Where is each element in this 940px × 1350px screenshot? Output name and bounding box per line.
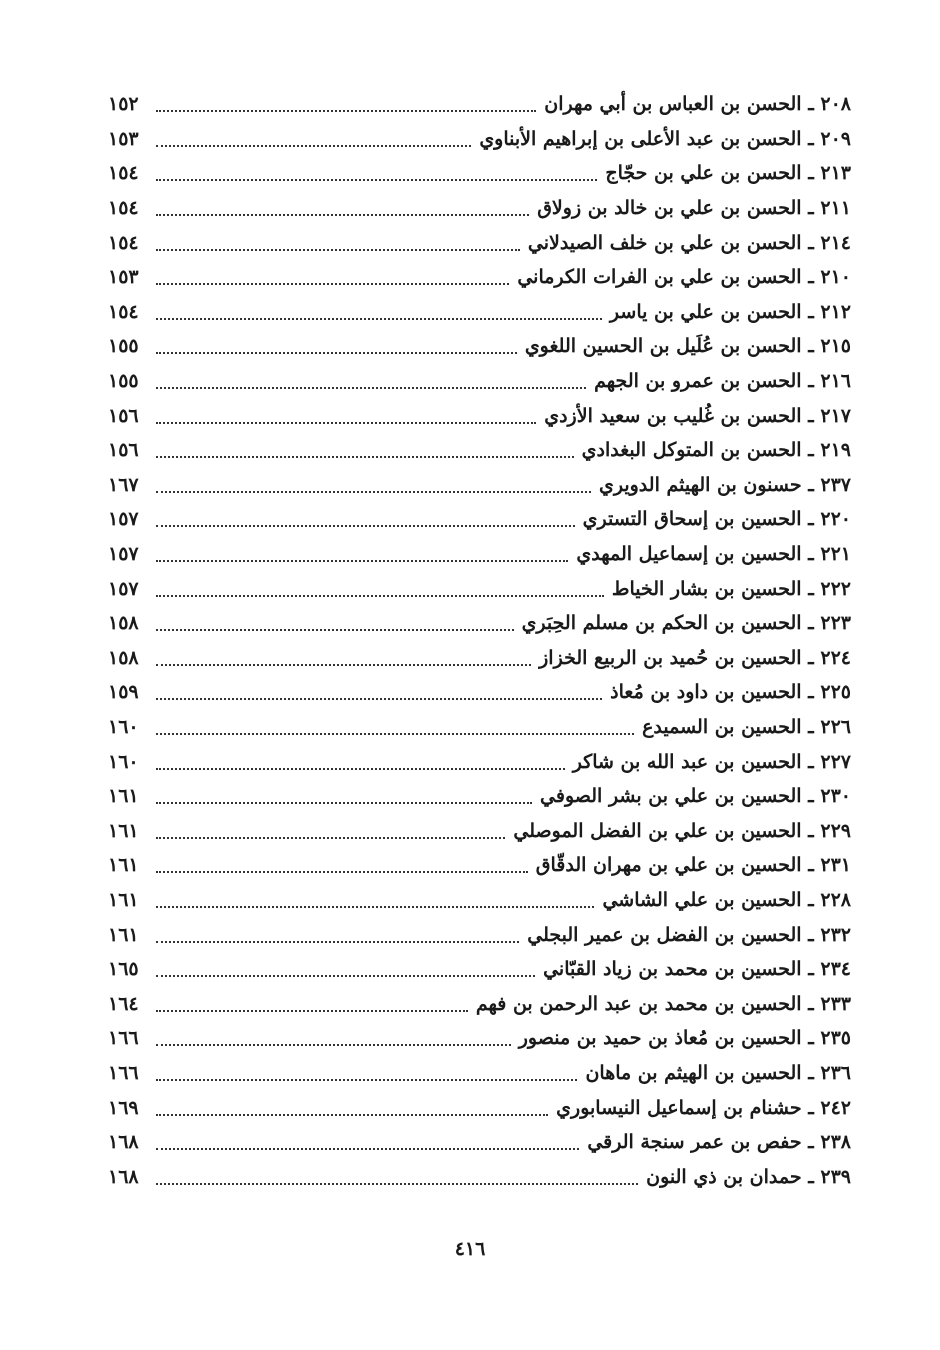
toc-page-number: ١٥٤ bbox=[108, 300, 139, 323]
toc-row bbox=[108, 917, 851, 952]
table-of-contents bbox=[108, 87, 851, 1194]
toc-entry-title: ٢٣٠ ـ الحسين بن علي بن بشر الصوفي bbox=[540, 785, 851, 808]
toc-entry-title: ٢٣٤ ـ الحسين بن محمد بن زياد القبّاني bbox=[543, 958, 851, 981]
toc-row bbox=[108, 260, 851, 295]
toc-page-number: ١٥٩ bbox=[108, 681, 139, 704]
toc-entry-title: ٢٣٦ ـ الحسين بن الهيثم بن ماهان bbox=[585, 1061, 851, 1084]
toc-entry-title: ٢٢٧ ـ الحسين بن عبد الله بن شاكر bbox=[572, 750, 851, 773]
dot-leader bbox=[156, 837, 505, 839]
dot-leader bbox=[156, 145, 471, 147]
toc-entry-title: ٢٣٨ ـ حفص بن عمر سنجة الرقي bbox=[587, 1131, 851, 1154]
dot-leader bbox=[156, 698, 602, 700]
dot-leader bbox=[156, 352, 517, 354]
toc-page-number: ١٥٧ bbox=[108, 577, 139, 600]
dot-leader bbox=[156, 318, 602, 320]
toc-page-number: ١٥٨ bbox=[108, 646, 139, 669]
toc-row bbox=[108, 710, 851, 745]
toc-row bbox=[108, 468, 851, 503]
toc-page-number: ١٦١ bbox=[108, 888, 139, 911]
toc-entry-title: ٢٢٥ ـ الحسين بن داود بن مُعاذ bbox=[610, 681, 851, 704]
dot-leader bbox=[156, 179, 597, 181]
toc-page-number: ١٥٤ bbox=[108, 162, 139, 185]
toc-page-number: ١٥٨ bbox=[108, 612, 139, 635]
dot-leader bbox=[156, 768, 565, 770]
toc-row bbox=[108, 1021, 851, 1056]
toc-page-number: ١٥٣ bbox=[108, 127, 139, 150]
dot-leader bbox=[156, 595, 604, 597]
toc-row bbox=[108, 606, 851, 641]
toc-page-number: ١٦٨ bbox=[108, 1165, 139, 1188]
toc-entry-title: ٢١٦ ـ الحسن بن عمرو بن الجهم bbox=[594, 370, 851, 393]
toc-entry-title: ٢٢٩ ـ الحسين بن علي بن الفضل الموصلي bbox=[513, 819, 851, 842]
toc-row bbox=[108, 122, 851, 157]
toc-entry-title: ٢١٤ ـ الحسن بن علي بن خلف الصيدلاني bbox=[527, 231, 851, 254]
toc-page-number: ١٥٤ bbox=[108, 231, 139, 254]
dot-leader bbox=[156, 560, 568, 562]
toc-row bbox=[108, 398, 851, 433]
toc-row bbox=[108, 1090, 851, 1125]
toc-entry-title: ٢٢٨ ـ الحسين بن علي الشاشي bbox=[602, 888, 851, 911]
dot-leader bbox=[156, 387, 586, 389]
toc-page-number: ١٦٥ bbox=[108, 958, 139, 981]
dot-leader bbox=[156, 525, 575, 527]
dot-leader bbox=[156, 1010, 468, 1012]
dot-leader bbox=[156, 664, 531, 666]
toc-row bbox=[108, 779, 851, 814]
toc-entry-title: ٢٣٩ ـ حمدان بن ذي النون bbox=[646, 1165, 851, 1188]
dot-leader bbox=[156, 1044, 511, 1046]
toc-entry-title: ٢٠٨ ـ الحسن بن العباس بن أبي مهران bbox=[544, 93, 851, 116]
toc-page-number: ١٦٨ bbox=[108, 1131, 139, 1154]
toc-page-number: ١٥٦ bbox=[108, 439, 139, 462]
toc-entry-title: ٢١٢ ـ الحسن بن علي بن ياسر bbox=[609, 300, 851, 323]
toc-row bbox=[108, 1056, 851, 1091]
toc-entry-title: ٢٣٧ ـ حسنون بن الهيثم الدويري bbox=[598, 473, 851, 496]
dot-leader bbox=[156, 941, 519, 943]
toc-entry-title: ٢٢٣ ـ الحسين بن الحكم بن مسلم الحِبَري bbox=[521, 612, 851, 635]
toc-row bbox=[108, 87, 851, 122]
toc-entry-title: ٢٢٦ ـ الحسين بن السميدع bbox=[642, 715, 851, 738]
dot-leader bbox=[156, 975, 535, 977]
toc-entry-title: ٢١٣ ـ الحسن بن علي بن حجّاج bbox=[605, 162, 851, 185]
dot-leader bbox=[156, 214, 529, 216]
toc-row bbox=[108, 364, 851, 399]
toc-page-number: ١٥٣ bbox=[108, 266, 139, 289]
toc-entry-title: ٢٢٢ ـ الحسين بن بشار الخياط bbox=[611, 577, 851, 600]
toc-row bbox=[108, 502, 851, 537]
dot-leader bbox=[156, 629, 514, 631]
toc-row bbox=[108, 848, 851, 883]
toc-page-number: ١٥٥ bbox=[108, 335, 139, 358]
toc-row bbox=[108, 675, 851, 710]
toc-row bbox=[108, 537, 851, 572]
dot-leader bbox=[156, 1079, 577, 1081]
dot-leader bbox=[156, 871, 528, 873]
toc-page-number: ١٥٦ bbox=[108, 404, 139, 427]
dot-leader bbox=[156, 1183, 638, 1185]
toc-entry-title: ٢٣٢ ـ الحسين بن الفضل بن عمير البجلي bbox=[527, 923, 851, 946]
toc-row bbox=[108, 329, 851, 364]
toc-row bbox=[108, 744, 851, 779]
toc-entry-title: ٢٠٩ ـ الحسن بن عبد الأعلى بن إبراهيم الأبناوي bbox=[479, 127, 851, 150]
toc-row bbox=[108, 952, 851, 987]
toc-entry-title: ٢٣١ ـ الحسين بن علي بن مهران الدقّاق bbox=[535, 854, 851, 877]
toc-row bbox=[108, 295, 851, 330]
toc-row bbox=[108, 156, 851, 191]
toc-page-number: ١٦٠ bbox=[108, 715, 139, 738]
toc-row bbox=[108, 813, 851, 848]
toc-row bbox=[108, 433, 851, 468]
toc-page-number: ١٦٠ bbox=[108, 750, 139, 773]
toc-page-number: ١٦١ bbox=[108, 854, 139, 877]
toc-page-number: ١٦٦ bbox=[108, 1027, 139, 1050]
dot-leader bbox=[156, 249, 520, 251]
toc-row bbox=[108, 1125, 851, 1160]
page-number: ٤١٦ bbox=[454, 1238, 486, 1260]
toc-entry-title: ٢١٥ ـ الحسن بن عُلَيل بن الحسين اللغوي bbox=[524, 335, 851, 358]
toc-entry-title: ٢٢٤ ـ الحسين بن حُميد بن الربيع الخزاز bbox=[539, 646, 851, 669]
toc-page-number: ١٦٧ bbox=[108, 473, 139, 496]
dot-leader bbox=[156, 283, 509, 285]
dot-leader bbox=[156, 491, 591, 493]
toc-entry-title: ٢٢٠ ـ الحسين بن إسحاق التستري bbox=[582, 508, 851, 531]
toc-entry-title: ٢١٩ ـ الحسن بن المتوكل البغدادي bbox=[581, 439, 851, 462]
dot-leader bbox=[156, 733, 634, 735]
toc-entry-title: ٢٤٢ ـ حشنام بن إسماعيل النيسابوري bbox=[556, 1096, 851, 1119]
toc-page-number: ١٦٦ bbox=[108, 1061, 139, 1084]
toc-page-number: ١٥٧ bbox=[108, 543, 139, 566]
toc-page-number: ١٥٢ bbox=[108, 93, 139, 116]
toc-page-number: ١٦١ bbox=[108, 923, 139, 946]
dot-leader bbox=[156, 422, 536, 424]
dot-leader bbox=[156, 906, 594, 908]
dot-leader bbox=[156, 1148, 579, 1150]
toc-page-number: ١٥٥ bbox=[108, 370, 139, 393]
toc-page-number: ١٦٩ bbox=[108, 1096, 139, 1119]
toc-entry-title: ٢٢١ ـ الحسين بن إسماعيل المهدي bbox=[576, 543, 851, 566]
toc-row bbox=[108, 883, 851, 918]
toc-row bbox=[108, 986, 851, 1021]
toc-row bbox=[108, 225, 851, 260]
toc-page-number: ١٥٤ bbox=[108, 197, 139, 220]
toc-row bbox=[108, 191, 851, 226]
toc-entry-title: ٢١١ ـ الحسن بن علي بن خالد بن زولاق bbox=[537, 197, 851, 220]
toc-row bbox=[108, 641, 851, 676]
dot-leader bbox=[156, 110, 536, 112]
toc-page-number: ١٦١ bbox=[108, 785, 139, 808]
toc-entry-title: ٢٣٥ ـ الحسين بن مُعاذ بن حميد بن منصور bbox=[518, 1027, 851, 1050]
toc-page-number: ١٦٤ bbox=[108, 992, 139, 1015]
toc-entry-title: ٢٣٣ ـ الحسين بن محمد بن عبد الرحمن بن فهم bbox=[475, 992, 851, 1015]
toc-entry-title: ٢١٧ ـ الحسن بن غُليب بن سعيد الأزدي bbox=[544, 404, 851, 427]
dot-leader bbox=[156, 802, 532, 804]
dot-leader bbox=[156, 456, 574, 458]
toc-page-number: ١٦١ bbox=[108, 819, 139, 842]
toc-page-number: ١٥٧ bbox=[108, 508, 139, 531]
toc-entry-title: ٢١٠ ـ الحسن بن علي بن الفرات الكرماني bbox=[517, 266, 851, 289]
toc-row bbox=[108, 571, 851, 606]
toc-row bbox=[108, 1159, 851, 1194]
dot-leader bbox=[156, 1114, 548, 1116]
